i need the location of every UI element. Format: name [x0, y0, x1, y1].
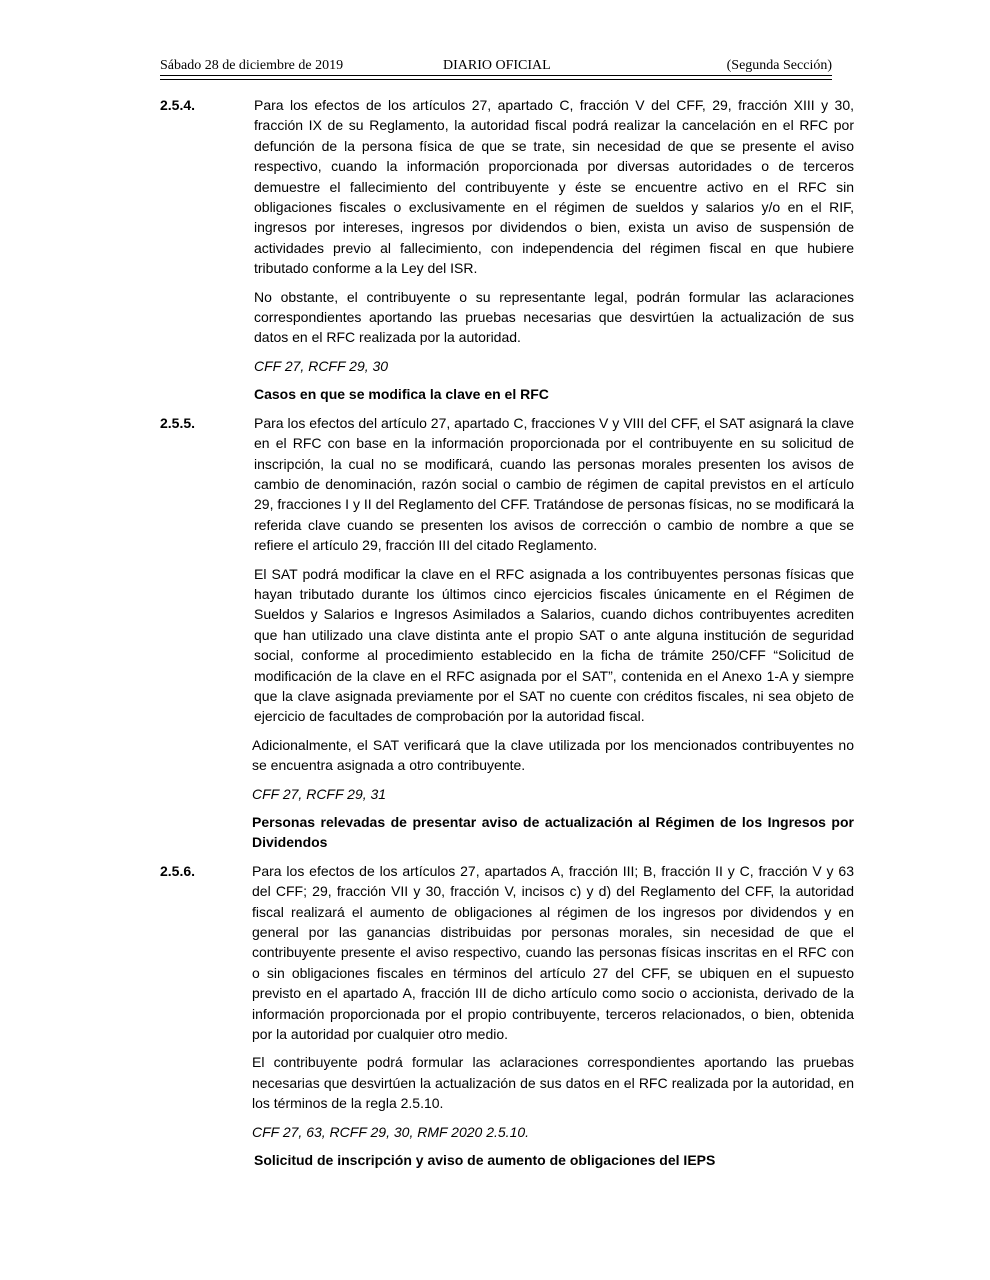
rule-number: 2.5.4.	[160, 97, 196, 113]
legal-reference: CFF 27, RCFF 29, 31	[252, 785, 387, 802]
document-body	[160, 95, 854, 1179]
rule-paragraph: Para los efectos de los artículos 27, apartado C, fracción V del CFF, 29, fracción XIII y 30, fracción IX de su Reglamento, la autoridad fiscal podrá realizar la cancelación en el RFC por defunción de la persona física de que se trate, sin necesidad de que se presente el aviso respectivo, cuando la información proporcionada por diversas autoridades o de terceros demuestre el fallecimiento del contribuyente y éste se encuentre activo en el RFC sin obligaciones fiscales o exclusivamente en el régimen de sueldos y salarios y/o en el RIF, ingresos por intereses, ingresos por dividendos o bien, exista un aviso de suspensión de actividades previo al fallecimiento, con independencia del régimen fiscal en que hubiere tributado conforme a la Ley del ISR.	[254, 97, 854, 277]
header-divider	[160, 75, 832, 80]
legal-reference: CFF 27, RCFF 29, 30	[254, 357, 389, 374]
section-heading: Personas relevadas de presentar aviso de actualización al Régimen de los Ingresos por Dividendos	[252, 814, 854, 851]
header-publication: DIARIO OFICIAL	[443, 58, 551, 73]
rule-paragraph: No obstante, el contribuyente o su representante legal, podrán formular las aclaraciones correspondientes aportando las pruebas necesarias que desvirtúen la actualización de sus datos en el RFC realizada por la autoridad.	[254, 288, 854, 346]
section-heading: Casos en que se modifica la clave en el RFC	[254, 386, 549, 403]
rule-2-5-5	[160, 413, 854, 853]
rule-number: 2.5.6.	[160, 862, 196, 879]
rule-paragraph: Para los efectos del artículo 27, apartado C, fracciones V y VIII del CFF, el SAT asignará la clave en el RFC con base en la información proporcionada por el contribuyente en su solicitud de inscripción, la cual no se modificará, cuando las personas morales presenten los avisos de cambio de denominación, razón social o cambio de régimen de capital previstos en el artículo 29, fracciones I y II del Reglamento del CFF. Tratándose de personas físicas, no se modificará la referida clave cuando se presenten los avisos de corrección o cambio de nombre a que se refiere el artículo 29, fracción III del citado Reglamento.	[254, 414, 854, 554]
header-date: Sábado 28 de diciembre de 2019	[160, 58, 344, 73]
legal-reference: CFF 27, 63, RCFF 29, 30, RMF 2020 2.5.10.	[252, 1123, 530, 1140]
header-section: (Segunda Sección)	[726, 58, 832, 73]
rule-paragraph: Para los efectos de los artículos 27, apartados A, fracción III; B, fracción II y C, fracción V y 63 del CFF; 29, fracción VII y 30, fracción V, incisos c) y d) del Reglamento del CFF, la autoridad fiscal realizará el aumento de obligaciones al régimen de los ingresos por dividendos y en general por las ganancias distribuidas por personas morales, sin necesidad de que el contribuyente presente el aviso respectivo, cuando las personas físicas inscritas en el RFC con o sin obligaciones fiscales en términos del artículo 27 del CFF, se ubiquen en el supuesto previsto en el apartado A, fracción III de dicho artículo como socio o accionista, derivado de la información proporcionada por el propio contribuyente, terceros relacionados, o bien, obtenida por la autoridad por cualquier otro medio.	[252, 862, 854, 1043]
rule-paragraph: El SAT podrá modificar la clave en el RFC asignada a los contribuyentes personas físicas que hayan tributado durante los últimos cinco ejercicios fiscales únicamente en el Régimen de Sueldos y Salarios e Ingresos Asimilados a Salarios, cuando dichos contribuyentes acrediten que han utilizado una clave distinta ante el propio SAT o ante alguna institución de seguridad social, conforme al procedimiento establecido en la ficha de trámite 250/CFF “Solicitud de modificación de la clave en el RFC asignada por el SAT”, contenida en el Anexo 1-A y siempre que la clave asignada previamente por el SAT no cuente con créditos fiscales, ni sea objeto de ejercicio de facultades de comprobación por la autoridad fiscal.	[254, 565, 854, 725]
section-heading: Solicitud de inscripción y aviso de aumento de obligaciones del IEPS	[254, 1152, 716, 1169]
rule-paragraph: El contribuyente podrá formular las aclaraciones correspondientes aportando las pruebas necesarias que desvirtúen la actualización de sus datos en el RFC realizada por la autoridad, en los términos de la regla 2.5.10.	[252, 1054, 854, 1112]
rule-paragraph: Adicionalmente, el SAT verificará que la clave utilizada por los mencionados contribuyentes no se encuentra asignada a otro contribuyente.	[252, 736, 854, 774]
rule-number: 2.5.5.	[160, 414, 196, 431]
rule-2-5-4	[160, 95, 854, 405]
rule-2-5-6	[160, 861, 854, 1171]
